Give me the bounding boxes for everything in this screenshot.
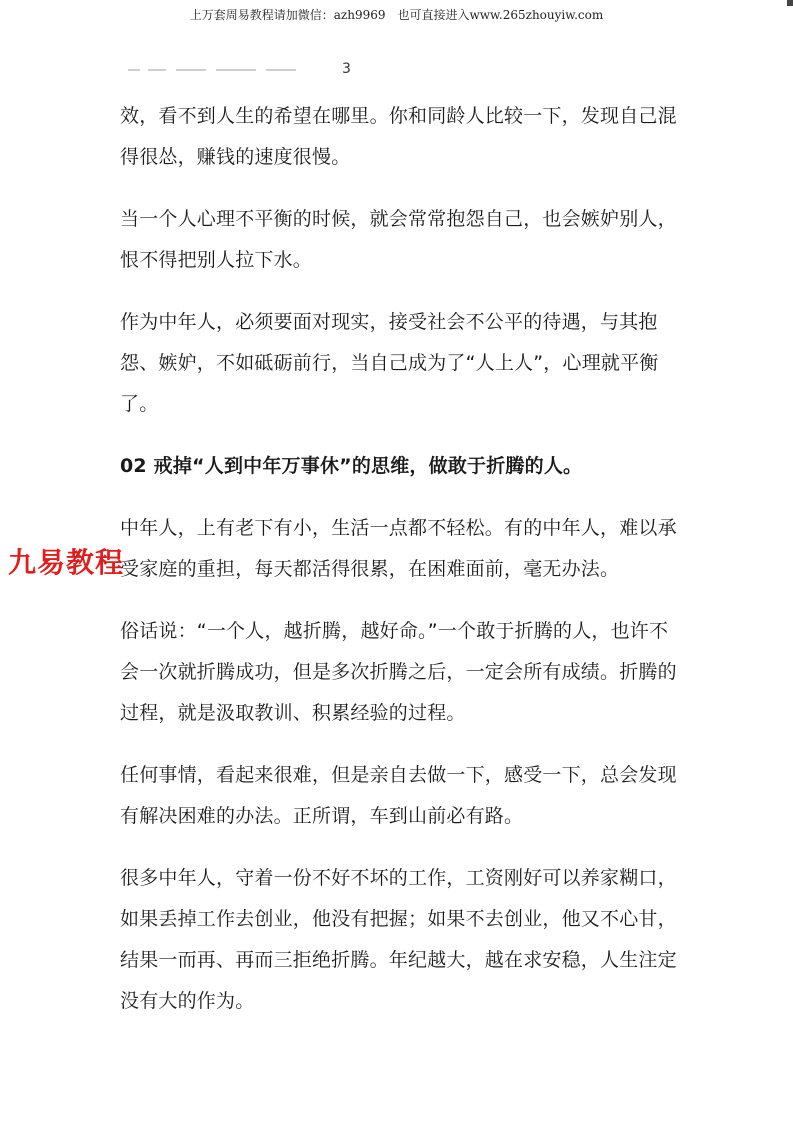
section-heading: 02 戒掉“人到中年万事休”的思维，做敢于折腾的人。 — [120, 455, 583, 477]
faded-fragment — [128, 69, 140, 71]
faded-fragment — [176, 69, 206, 71]
fragment-tail: 3 — [342, 61, 351, 77]
paragraph: 中年人，上有老下有小，生活一点都不轻松。有的中年人，难以承受家庭的重担，每天都活得很累，在困难面前，毫无办法。 — [120, 517, 677, 580]
paragraph: 作为中年人，必须要面对现实，接受社会不公平的待遇，与其抱怨、嫉妒，不如砥砺前行，当自己成为了“人上人”，心理就平衡了。 — [120, 311, 659, 415]
paragraph: 任何事情，看起来很难，但是亲自去做一下，感受一下，总会发现有解决困难的办法。正所谓，车到山前必有路。 — [120, 764, 677, 827]
paragraph: 当一个人心理不平衡的时候，就会常常抱怨自己，也会嫉妒别人，恨不得把别人拉下水。 — [120, 208, 677, 271]
watermark-logo: 九易教程 — [8, 546, 125, 579]
cut-off-previous-line — [128, 61, 358, 77]
paragraph: 很多中年人，守着一份不好不坏的工作，工资刚好可以养家糊口，如果丢掉工作去创业，他没有把握；如果不去创业，他又不心甘，结果一而再、再而三拒绝折腾。年纪越大，越在求安稳，人生注定没有大的作为。 — [120, 867, 677, 1012]
corner-mark — [787, 0, 793, 6]
article-body — [120, 96, 680, 1043]
paragraph: 俗话说：“一个人，越折腾，越好命。”一个敢于折腾的人，也许不会一次就折腾成功，但是多次折腾之后，一定会所有成绩。折腾的过程，就是汲取教训、积累经验的过程。 — [120, 620, 677, 724]
faded-fragment — [216, 69, 256, 71]
faded-fragment — [266, 69, 296, 71]
top-banner: 上万套周易教程请加微信：azh9969 也可直接进入www.265zhouyiw.com — [189, 8, 604, 22]
faded-fragment — [148, 69, 166, 71]
paragraph: 效，看不到人生的希望在哪里。你和同龄人比较一下，发现自己混得很怂，赚钱的速度很慢。 — [120, 105, 677, 168]
